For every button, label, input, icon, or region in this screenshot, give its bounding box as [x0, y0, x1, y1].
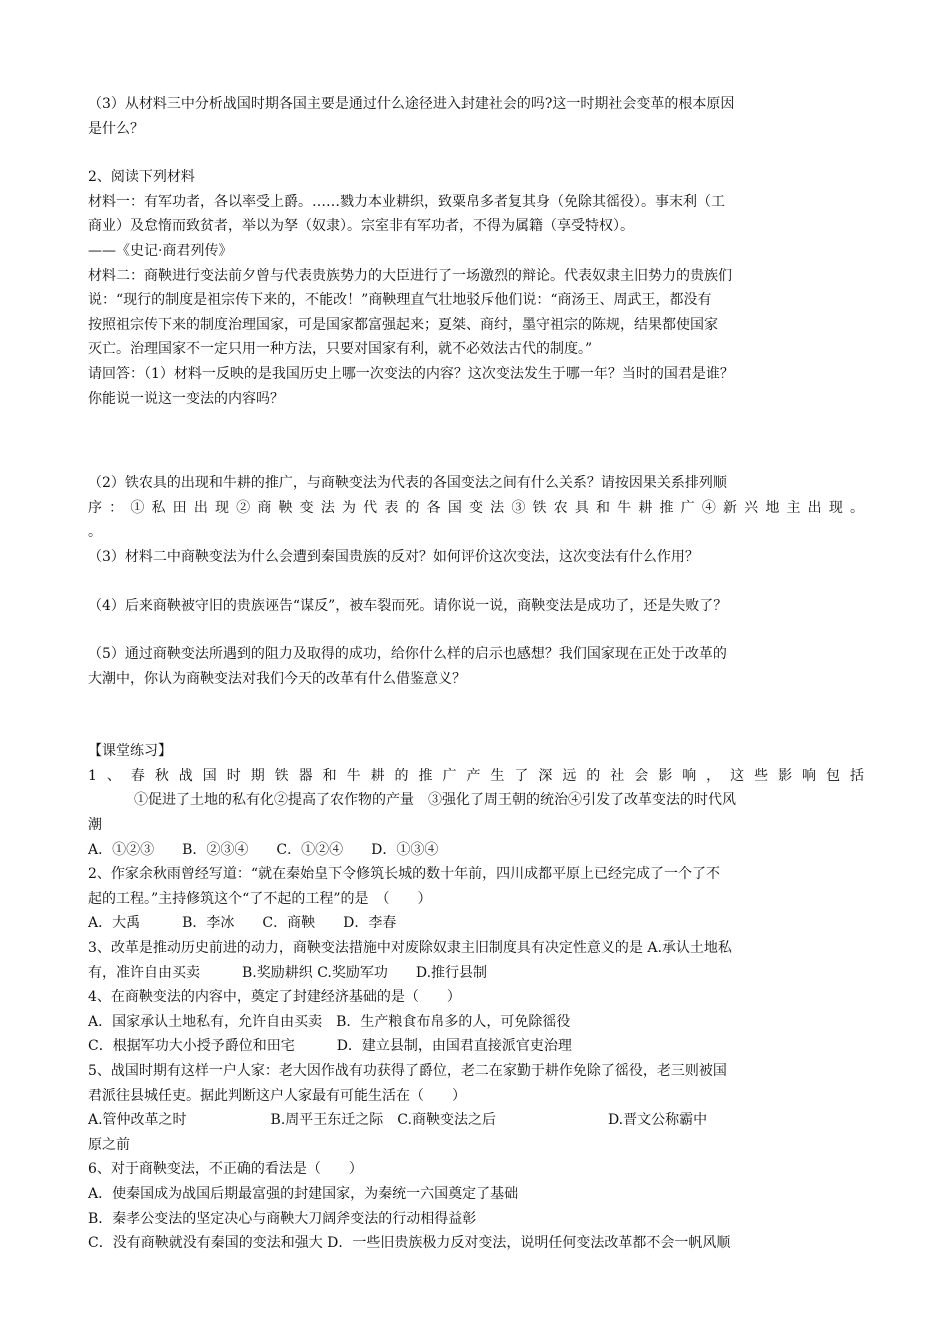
question-5-line: 大潮中，你认为商鞅变法对我们今天的改革有什么借鉴意义？	[88, 670, 466, 687]
practice-2-stem: 2、作家余秋雨曾经写道：“就在秦始皇下令修筑长城的数十年前，四川成都平原上已经完成了一个了不	[88, 866, 721, 883]
question-3b: （3）材料二中商鞅变法为什么会遭到秦国贵族的反对？如何评价这次变法，这次变法有什么作用？	[88, 548, 699, 565]
practice-5-options: A.管仲改革之时 B.周平王东迁之际 C.商鞅变法之后 D.晋文公称霸中	[88, 1112, 708, 1129]
material-2-line: 按照祖宗传下来的制度治理国家，可是国家都富强起来；夏桀、商纣，墨守祖宗的陈规，结果都使国家	[88, 316, 718, 333]
practice-6-option-b: B．秦孝公变法的坚定决心与商鞅大刀阔斧变法的行动相得益彰	[88, 1210, 477, 1227]
question-5-line: （5）通过商鞅变法所遇到的阻力及取得的成功，给你什么样的启示也感想？我们国家现在正处于改革的	[88, 646, 727, 663]
practice-2-stem-cont: 起的工程。”主持修筑这个“了不起的工程”的是 （ ）	[88, 890, 432, 907]
question-4: （4）后来商鞅被守旧的贵族诬告“谋反”，被车裂而死。请你说一说，商鞅变法是成功了，还是失败了？	[88, 597, 728, 614]
practice-4-options-ab: A．国家承认土地私有，允许自由买卖 B．生产粮食布帛多的人，可免除徭役	[88, 1013, 571, 1030]
material-2-line: 说：“现行的制度是祖宗传下来的，不能改！”商鞅理直气壮地驳斥他们说：“商汤王、周武王，都没有	[88, 292, 712, 309]
ask-question-1-cont: 你能说一说这一变法的内容吗？	[88, 390, 284, 407]
material-1-line: 商业）及怠惰而致贫者，举以为孥（奴隶）。宗室非有军功者，不得为属籍（享受特权）。	[88, 218, 634, 235]
practice-3-options: 有，准许自由买卖 B.奖励耕织 C.奖励军功 D.推行县制	[88, 964, 488, 981]
question-3-text: （3）从材料三中分析战国时期各国主要是通过什么途径进入封建社会的吗?这一时期社会变革的根本原因	[88, 96, 735, 112]
practice-title: 【课堂练习】	[88, 743, 172, 760]
material-1-line: 材料一：有军功者，各以率受上爵。……戮力本业耕织，致粟帛多者复其身（免除其徭役）。事末利（工	[88, 193, 725, 210]
ask-question-1: 请回答：（1）材料一反映的是我国历史上哪一次变法的内容？这次变法发生于哪一年？当时的国君是谁？	[88, 365, 734, 382]
practice-3-stem: 3、改革是推动历史前进的动力，商鞅变法措施中对废除奴隶主旧制度具有决定性意义的是 A.承认土地私	[88, 940, 732, 957]
practice-6-option-a: A．使秦国成为战国后期最富强的封建国家，为秦统一六国奠定了基础	[88, 1185, 519, 1202]
practice-1-stem: 1、春秋战国时期铁器和牛耕的推广产生了深远的社会影响，这些影响包括	[88, 767, 864, 784]
practice-4-options-cd: C．根据军功大小授予爵位和田宅 D．建立县制，由国君直接派官吏治理	[88, 1038, 572, 1055]
section-2-title: 2、阅读下列材料	[88, 169, 195, 186]
question-3-text-cont: 是什么？	[88, 120, 144, 137]
practice-5-options-cont: 原之前	[88, 1136, 130, 1153]
question-2-dot: 。	[88, 524, 102, 541]
practice-1-options: A．①②③ B．②③④ C．①②④ D．①③④	[88, 841, 439, 858]
practice-5-stem: 5、战国时期有这样一户人家：老大因作战有功获得了爵位，老二在家勤于耕作免除了徭役，老三则被国	[88, 1063, 727, 1079]
practice-6-stem: 6、对于商鞅变法，不正确的看法是（ ）	[88, 1161, 363, 1178]
document-page	[88, 92, 864, 1256]
material-1-source: ——《史记·商君列传》	[88, 242, 233, 259]
practice-2-options: A．大禹 B．李冰 C．商鞅 D．李春	[88, 915, 397, 932]
practice-6-option-cd: C．没有商鞅就没有秦国的变法和强大 D．一些旧贵族极力反对变法，说明任何变法改革都不会一帆风顺	[88, 1235, 731, 1252]
question-2-sequence: 序：①私田出现②商鞅变法为代表的各国变法③铁农具和牛耕推广④新兴地主出现。	[88, 499, 864, 516]
material-2-line: 灭亡。治理国家不一定只用一种方法，只要对国家有利，就不必效法古代的制度。”	[88, 341, 593, 358]
material-2-line: 材料二：商鞅进行变法前夕曾与代表贵族势力的大臣进行了一场激烈的辩论。代表奴隶主旧势力的贵族们	[88, 267, 732, 284]
practice-5-stem-cont: 君派往县城任吏。据此判断这户人家最有可能生活在（ ）	[88, 1087, 466, 1104]
practice-1-choices: ①促进了土地的私有化②提高了农作物的产量 ③强化了周王朝的统治④引发了改革变法的时代风	[134, 792, 736, 809]
practice-1-choices-cont: 潮	[88, 817, 102, 834]
question-2-line: （2）铁农具的出现和牛耕的推广，与商鞅变法为代表的各国变法之间有什么关系？请按因果关系排列顺	[88, 475, 727, 492]
practice-4-stem: 4、在商鞅变法的内容中，奠定了封建经济基础的是（ ）	[88, 989, 461, 1006]
